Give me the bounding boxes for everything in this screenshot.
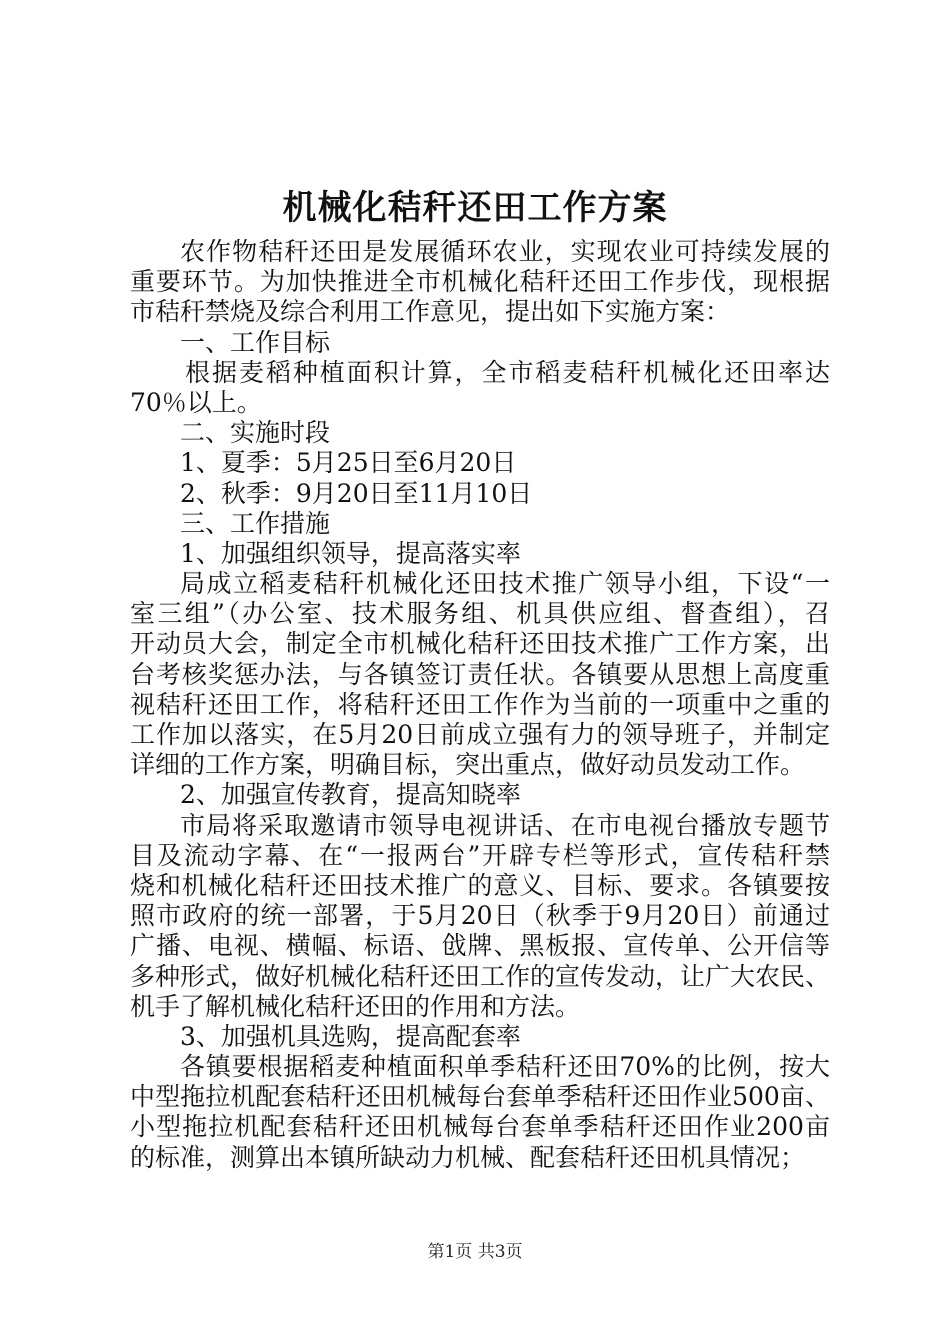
list-item: 1、夏季：5月25日至6月20日 <box>180 448 517 478</box>
list-item: 2、秋季：9月20日至11月10日 <box>180 478 533 508</box>
paragraph-line: 小型拖拉机配套秸秆还田机械每台套单季秸秆还田作业200亩 <box>130 1112 830 1142</box>
paragraph-line: 根据麦稻种植面积计算，全市稻麦秸秆机械化还田率达 <box>185 357 830 387</box>
paragraph-line: 市局将采取邀请市领导电视讲话、在市电视台播放专题节 <box>180 810 830 840</box>
paragraph-line: 工作加以落实，在5月20日前成立强有力的领导班子，并制定 <box>130 720 830 749</box>
document-body <box>130 237 830 1173</box>
paragraph-line: 多种形式，做好机械化秸秆还田工作的宣传发动，让广大农民、 <box>130 961 831 991</box>
section-heading: 一、工作目标 <box>180 327 331 357</box>
paragraph-line: 机手了解机械化秸秆还田的作用和方法。 <box>130 991 581 1021</box>
subsection-heading: 1、加强组织领导，提高落实率 <box>180 538 521 568</box>
document-title: 机械化秸秆还田工作方案 <box>282 188 668 228</box>
subsection-heading: 3、加强机具选购，提高配套率 <box>180 1021 521 1051</box>
paragraph-line: 各镇要根据稻麦种植面积单季秸秆还田70%的比例，按大 <box>180 1052 830 1082</box>
paragraph-line: 烧和机械化秸秆还田技术推广的意义、目标、要求。各镇要按 <box>130 870 830 900</box>
paragraph-line: 台考核奖惩办法，与各镇签订责任状。各镇要从思想上高度重 <box>130 659 830 689</box>
paragraph-line: 70％以上。 <box>130 387 262 417</box>
section-heading: 二、实施时段 <box>180 418 331 448</box>
paragraph-line: 目及流动字幕、在“一报两台”开辟专栏等形式，宣传秸秆禁 <box>130 840 830 870</box>
paragraph-line: 广播、电视、横幅、标语、戗牌、黑板报、宣传单、公开信等 <box>130 931 830 961</box>
subsection-heading: 2、加强宣传教育，提高知晓率 <box>180 780 521 810</box>
paragraph-line: 详细的工作方案，明确目标，突出重点，做好动员发动工作。 <box>130 750 806 780</box>
paragraph-line: 开动员大会，制定全市机械化秸秆还田技术推广工作方案，出 <box>130 629 830 659</box>
page-number-footer: 第1页 共3页 <box>427 1242 523 1262</box>
paragraph-line: 视秸秆还田工作，将秸秆还田工作作为当前的一项重中之重的 <box>130 689 830 719</box>
section-heading: 三、工作措施 <box>180 508 331 538</box>
paragraph-line: 中型拖拉机配套秸秆还田机械每台套单季秸秆还田作业500亩、 <box>130 1082 830 1112</box>
paragraph-line: 重要环节。为加快推进全市机械化秸秆还田工作步伐，现根据 <box>130 267 830 297</box>
paragraph-line: 照市政府的统一部署，于5月20日（秋季于9月20日）前通过 <box>130 901 830 931</box>
paragraph-line: 农作物秸秆还田是发展循环农业，实现农业可持续发展的 <box>180 237 830 266</box>
paragraph-line: 市秸秆禁烧及综合利用工作意见，提出如下实施方案： <box>130 297 731 327</box>
paragraph-line: 局成立稻麦秸秆机械化还田技术推广领导小组，下设“一 <box>180 569 830 599</box>
paragraph-line: 室三组”（办公室、技术服务组、机具供应组、督查组），召 <box>130 599 830 629</box>
paragraph-line: 的标准，测算出本镇所缺动力机械、配套秸秆还田机具情况； <box>130 1142 806 1172</box>
